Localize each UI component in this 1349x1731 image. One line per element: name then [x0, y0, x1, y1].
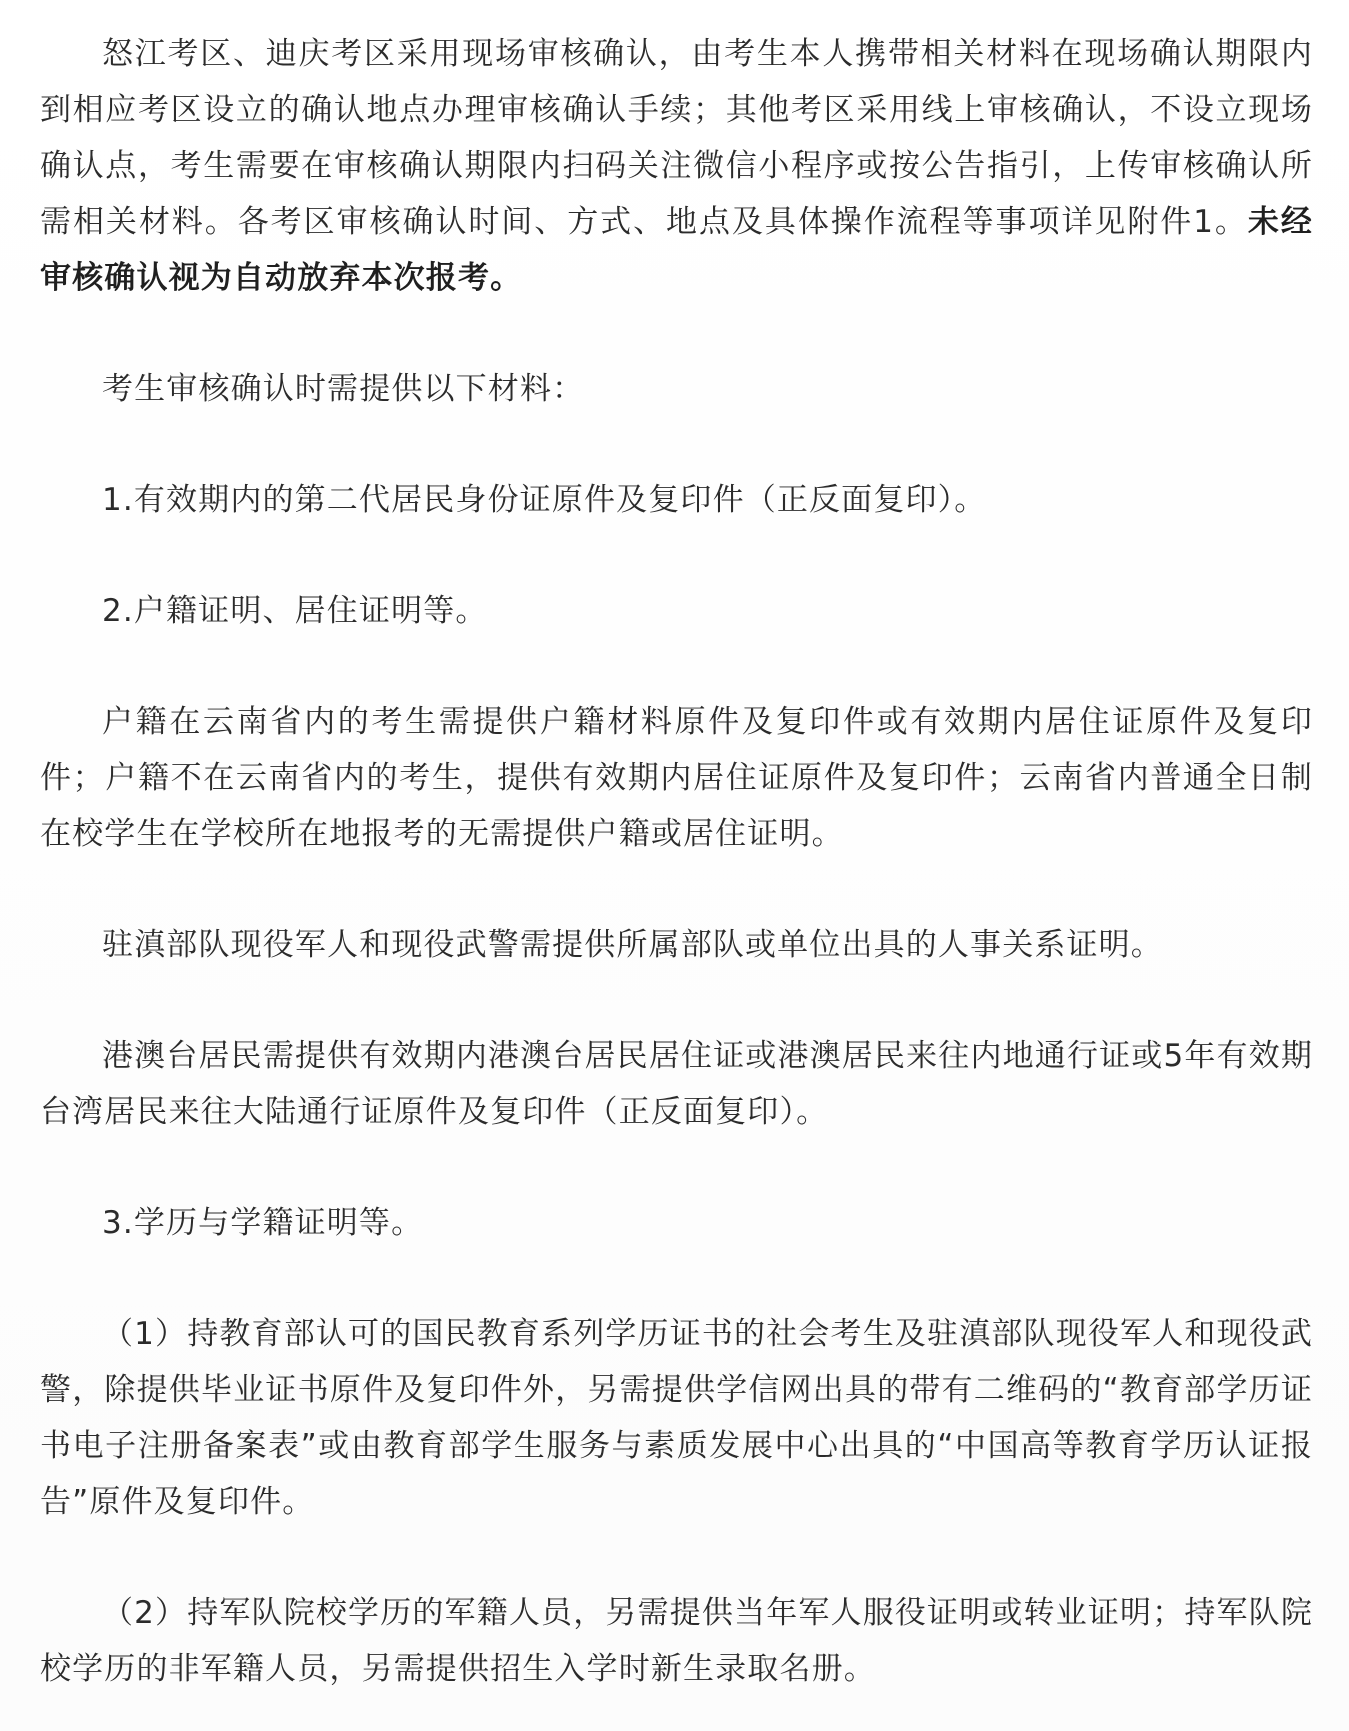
paragraph-subitem-2: （2）持军队院校学历的军籍人员，另需提供当年军人服役证明或转业证明；持军队院校学历的非军籍人员，另需提供招生入学时新生录取名册。	[40, 1595, 1313, 1687]
bold-warning: 未经审核确认视为自动放弃本次报考。	[40, 204, 1313, 296]
paragraph-hk-macao-taiwan: 港澳台居民需提供有效期内港澳台居民居住证或港澳居民来往内地通行证或5年有效期台湾居民来往大陆通行证原件及复印件（正反面复印）。	[40, 1038, 1313, 1130]
paragraph-item-2: 2.户籍证明、居住证明等。	[102, 593, 488, 629]
paragraph-text: 怒江考区、迪庆考区采用现场审核确认，由考生本人携带相关材料在现场确认期限内到相应考区设立的确认地点办理审核确认手续；其他考区采用线上审核确认，不设立现场确认点，考生需要在审核确认期限内扫码关注微信小程序或按公告指引，上传审核确认所需相关材料。各考区审核确认时间、方式、地点及具体操作流程等事项详见附件1。	[40, 36, 1313, 240]
paragraph-item-1: 1.有效期内的第二代居民身份证原件及复印件（正反面复印）。	[102, 482, 987, 518]
paragraph-review-confirmation	[40, 26, 1313, 306]
paragraph-military-proof: 驻滇部队现役军人和现役武警需提供所属部队或单位出具的人事关系证明。	[102, 927, 1163, 963]
paragraph-household-residence: 户籍在云南省内的考生需提供户籍材料原件及复印件或有效期内居住证原件及复印件；户籍不在云南省内的考生，提供有效期内居住证原件及复印件；云南省内普通全日制在校学生在学校所在地报考的无需提供户籍或居住证明。	[40, 704, 1313, 852]
paragraph-item-3: 3.学历与学籍证明等。	[102, 1205, 424, 1241]
paragraph-materials-intro: 考生审核确认时需提供以下材料：	[102, 371, 585, 407]
paragraph-subitem-1: （1）持教育部认可的国民教育系列学历证书的社会考生及驻滇部队现役军人和现役武警，除提供毕业证书原件及复印件外，另需提供学信网出具的带有二维码的“教育部学历证书电子注册备案表”或由教育部学生服务与素质发展中心出具的“中国高等教育学历认证报告”原件及复印件。	[40, 1316, 1313, 1520]
